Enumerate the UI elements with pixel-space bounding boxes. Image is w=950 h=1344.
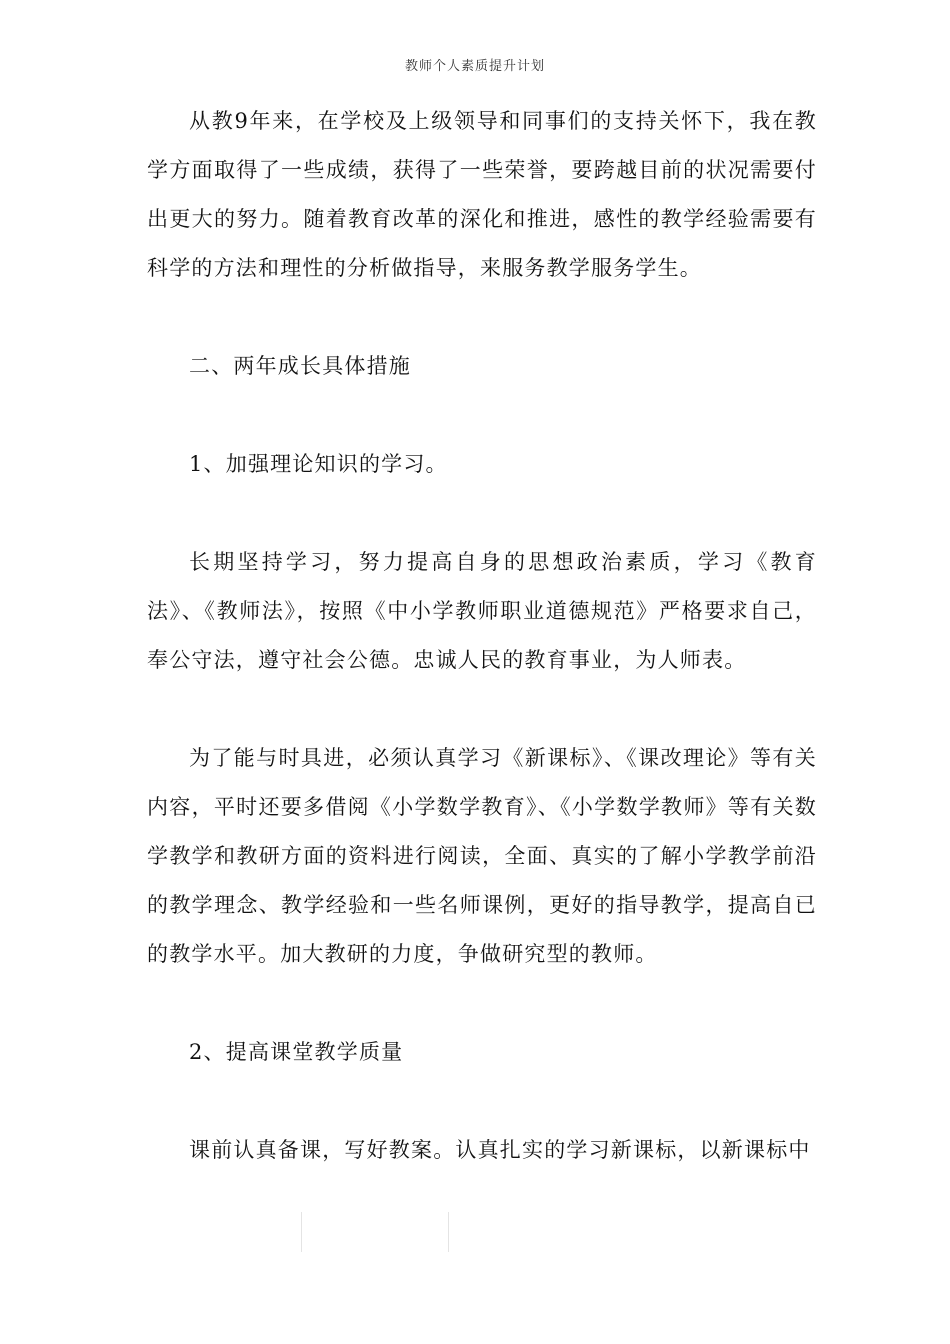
paragraph-lesson-prep: 课前认真备课，写好教案。认真扎实的学习新课标，以新课标中 — [189, 1138, 811, 1162]
paragraph-gap — [147, 979, 817, 1028]
paragraph-curriculum-study: 为了能与时具进，必须认真学习《新课标》、《课改理论》等有关内容，平时还要多借阅《小学数学教育》、《小学数学教师》等有关数学教学和教研方面的资料进行阅读，全面、真实的了解小学教学前沿的教学理念、教学经验和一些名师课例，更好的指导教学，提高自已的教学水平。加大教研的力度，争做研究型的教师。 — [147, 746, 817, 966]
section-heading-measures: 二、两年成长具体措施 — [189, 354, 411, 378]
paragraph-gap — [147, 391, 817, 440]
running-header: 教师个人素质提升计划 — [404, 59, 545, 74]
paragraph-political-study: 长期坚持学习，努力提高自身的思想政治素质，学习《教育法》、《教师法》，按照《中小学教师职业道德规范》严格要求自己，奉公守法，遵守社会公德。忠诚人民的教育事业，为人师表。 — [147, 550, 817, 672]
paragraph-gap — [147, 293, 817, 342]
paragraph-gap — [147, 489, 817, 538]
subheading-classroom-quality: 2、提高课堂教学质量 — [189, 1040, 404, 1064]
document-body — [147, 97, 817, 1175]
paragraph-gap — [147, 685, 817, 734]
page-cut-marks — [301, 1212, 449, 1252]
paragraph-gap — [147, 1077, 817, 1126]
paragraph-intro: 从教9年来，在学校及上级领导和同事们的支持关怀下，我在教学方面取得了一些成绩，获得了一些荣誉，要跨越目前的状况需要付出更大的努力。随着教育改革的深化和推进，感性的教学经验需要有科学的方法和理性的分析做指导，来服务教学服务学生。 — [147, 109, 817, 280]
subheading-theory-study: 1、加强理论知识的学习。 — [189, 452, 448, 476]
